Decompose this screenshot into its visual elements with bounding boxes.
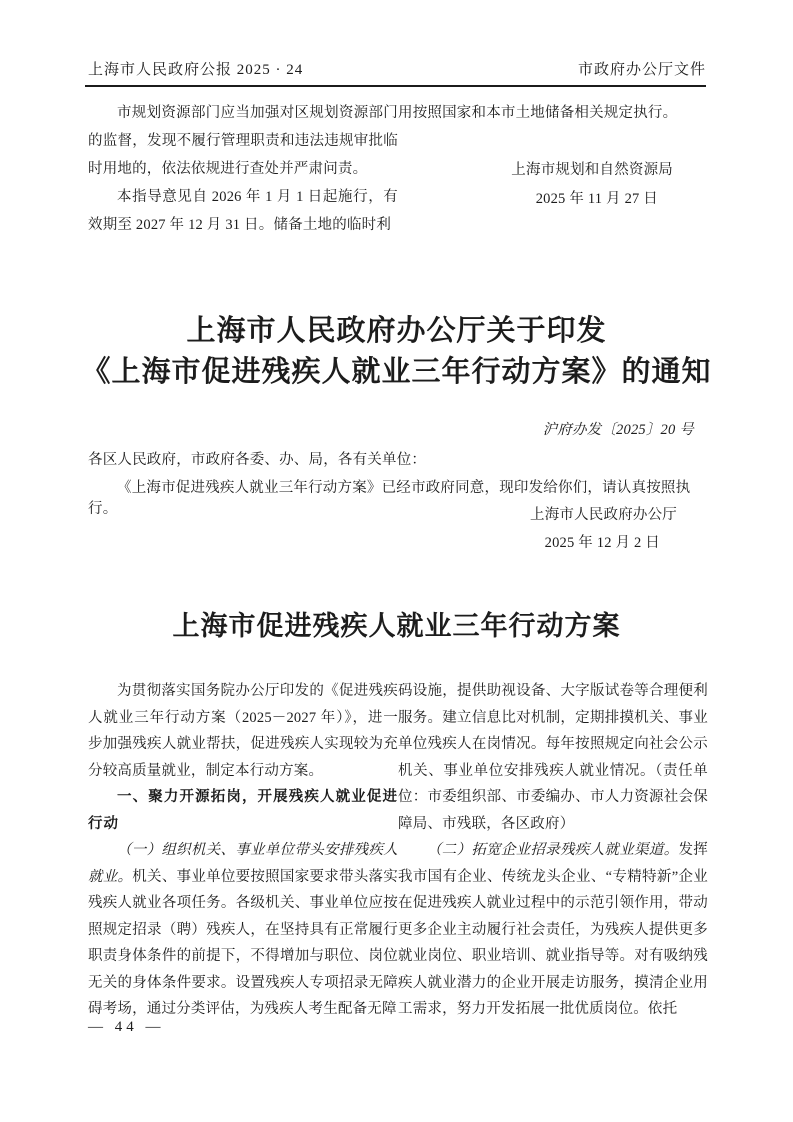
plan-item-2-paragraph	[398, 837, 708, 1023]
doc1-paragraph-1: 市规划资源部门应当加强对区规划资源部门的监督，发现不履行管理职责和违法违规审批临时用地的，依法依规进行查处并严肃问责。	[88, 105, 398, 177]
plan-item-1-lead: （一）组织机关、事业单位带头安排残疾人就业。	[88, 842, 398, 885]
doc1-paragraph-2: 本指导意见自 2026 年 1 月 1 日起施行，有效期至 2027 年 12 月 31 日。储备土地的临时利	[88, 189, 398, 233]
plan-item-2-text: 发挥我市国有企业、传统龙头企业、“专精特新”企业在促进残疾人就业过程中的示范引领作用，带动更多企业主动履行社会责任，为残疾人提供更多就业岗位、职业培训、就业指导等。对有吸纳残疾人就业潜力的企业开展走访服务，摸清企业用工需求，努力开发拓展一批优质岗位。依托	[398, 842, 708, 1017]
plan-right-column	[398, 678, 708, 1023]
header-divider	[85, 85, 706, 87]
doc1-signature-date: 2025 年 11 月 27 日	[535, 191, 658, 207]
notice-signature-date: 2025 年 12 月 2 日	[544, 535, 660, 551]
gazette-title: 上海市人民政府公报 2025 · 24	[88, 62, 304, 78]
document-category: 市政府办公厅文件	[577, 62, 706, 78]
doc1-paragraph-3: 用按照国家和本市土地储备相关规定执行。	[398, 105, 678, 121]
notice-title-line-1: 上海市人民政府办公厅关于印发	[186, 315, 607, 347]
plan-item-1-continuation: 码设施，提供助视设备、大字版试卷等合理便利服务。建立信息比对机制，定期排摸机关、事业单位残疾人在岗情况。每年按照规定向社会公示机关、事业单位安排残疾人就业情况。（责任单位：市委组织部、市委编办、市人力资源社会保障局、市残联，各区政府）	[398, 683, 708, 832]
plan-item-1-text: 机关、事业单位要按照国家要求带头落实残疾人就业各项任务。各级机关、事业单位应按照规定招录（聘）残疾人，在坚持具有正常履行职责身体条件的前提下，不得增加与职位、岗位无关的身体条件要求。设置残疾人专项招录无障碍考场，通过分类评估，为残疾人考生配备无障	[88, 868, 398, 1017]
doc1-signature: 上海市规划和自然资源局	[511, 162, 673, 178]
plan-intro-paragraph: 为贯彻落实国务院办公厅印发的《促进残疾人就业三年行动方案（2025－2027 年）》，进一步加强残疾人就业帮扶，促进残疾人实现较为充分较高质量就业，制定本行动方案。	[88, 683, 398, 779]
plan-item-1-paragraph	[88, 837, 398, 1023]
doc1-left-column	[88, 99, 398, 239]
notice-salutation: 各区人民政府，市政府各委、办、局，各有关单位：	[88, 452, 427, 468]
notice-signature: 上海市人民政府办公厅	[530, 507, 677, 523]
plan-section-heading-1: 一、聚力开源拓岗，开展残疾人就业促进行动	[88, 789, 398, 832]
plan-item-2-lead: （二）拓宽企业招录残疾人就业渠道。	[427, 842, 679, 858]
notice-document-number: 沪府办发〔2025〕20 号	[542, 422, 694, 438]
plan-title: 上海市促进残疾人就业三年行动方案	[172, 611, 621, 641]
plan-left-column	[88, 678, 398, 1023]
page-header	[88, 58, 706, 79]
doc1-right-column	[398, 99, 708, 127]
notice-body-paragraph: 《上海市促进残疾人就业三年行动方案》已经市政府同意，现印发给你们，请认真按照执行。	[88, 480, 691, 517]
page-number: — 44 —	[88, 1019, 165, 1035]
notice-title-line-2: 《上海市促进残疾人就业三年行动方案》的通知	[81, 356, 712, 388]
